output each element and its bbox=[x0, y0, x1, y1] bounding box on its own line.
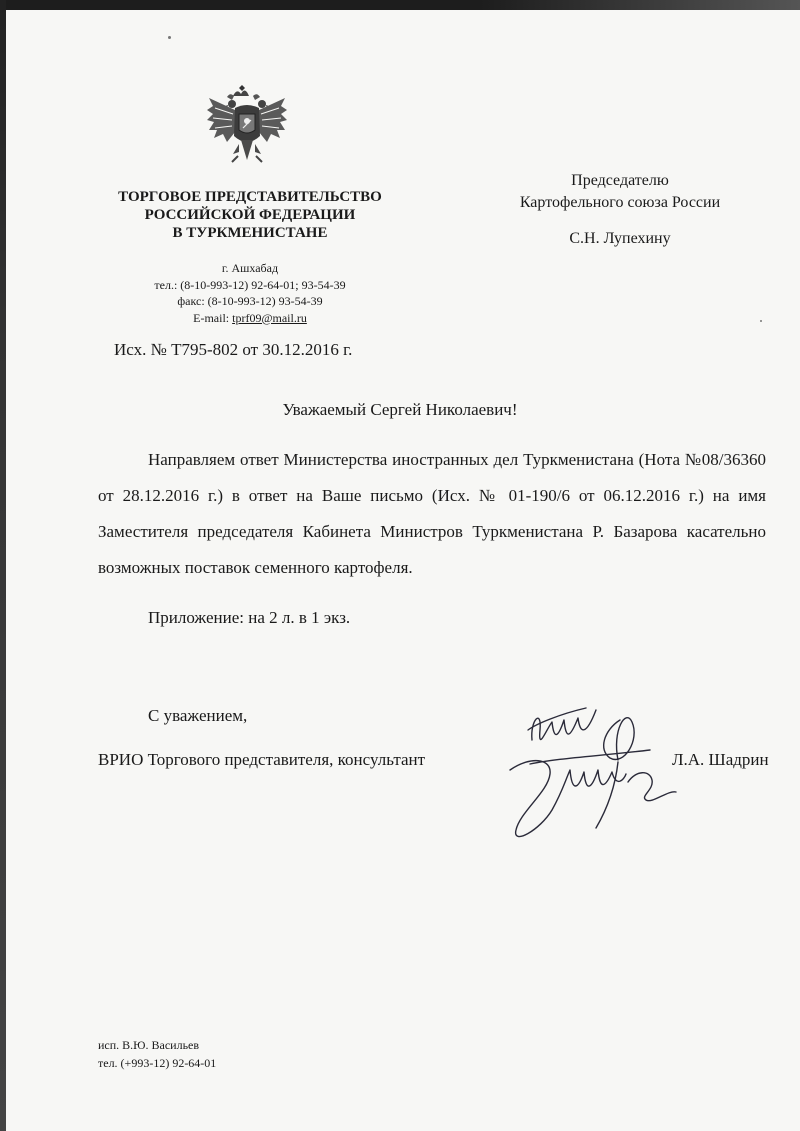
attachment-note: Приложение: на 2 л. в 1 экз. bbox=[148, 608, 351, 627]
organization-name bbox=[100, 188, 400, 242]
signatory-name: Л.А. Шадрин bbox=[672, 750, 769, 769]
addressee-name: С.Н. Лупехину bbox=[569, 230, 671, 247]
org-line: РОССИЙСКОЙ ФЕДЕРАЦИИ bbox=[144, 207, 356, 223]
email-link[interactable]: tprf09@mail.ru bbox=[232, 310, 307, 325]
email-line bbox=[110, 310, 390, 327]
coat-of-arms-icon bbox=[205, 84, 289, 168]
executor-block bbox=[98, 1036, 216, 1072]
org-line: В ТУРКМЕНИСТАНЕ bbox=[172, 225, 328, 241]
email-label: E-mail: bbox=[193, 310, 233, 325]
salutation: Уважаемый Сергей Николаевич! bbox=[282, 400, 518, 419]
addressee-organization: Картофельного союза России bbox=[519, 194, 721, 211]
city: г. Ашхабад bbox=[221, 261, 279, 275]
closing: С уважением, bbox=[148, 706, 248, 725]
outgoing-reference: Исх. № Т795-802 от 30.12.2016 г. bbox=[114, 340, 353, 359]
phone: тел.: (8-10-993-12) 92-64-01; 93-54-39 bbox=[154, 277, 346, 292]
addressee-title: Председателю bbox=[571, 172, 669, 189]
scan-border-top bbox=[0, 0, 800, 10]
scan-speck bbox=[168, 36, 171, 39]
addressee-block bbox=[490, 170, 750, 250]
scan-border-left bbox=[0, 0, 6, 1131]
org-line: ТОРГОВОЕ ПРЕДСТАВИТЕЛЬСТВО bbox=[118, 189, 382, 205]
executor-name: исп. В.Ю. Васильев bbox=[98, 1038, 200, 1052]
executor-phone: тел. (+993-12) 92-64-01 bbox=[98, 1056, 217, 1070]
signatory-position: ВРИО Торгового представителя, консультант bbox=[98, 750, 426, 769]
scan-speck bbox=[760, 320, 762, 322]
handwritten-signature bbox=[500, 700, 700, 850]
fax: факс: (8-10-993-12) 93-54-39 bbox=[177, 294, 323, 308]
contact-block bbox=[110, 260, 390, 326]
letter-body: Направляем ответ Министерства иностранных дел Туркменистана (Нота №08/36360 от 28.12.2016 г.) в ответ на Ваше письмо (Исх. № 01-190/6 от 06.12.2016 г.) на имя Заместителя председателя Кабинета Министров Туркменистана Р. Базарова касательно возможных поставок семенного картофеля. bbox=[98, 450, 766, 577]
